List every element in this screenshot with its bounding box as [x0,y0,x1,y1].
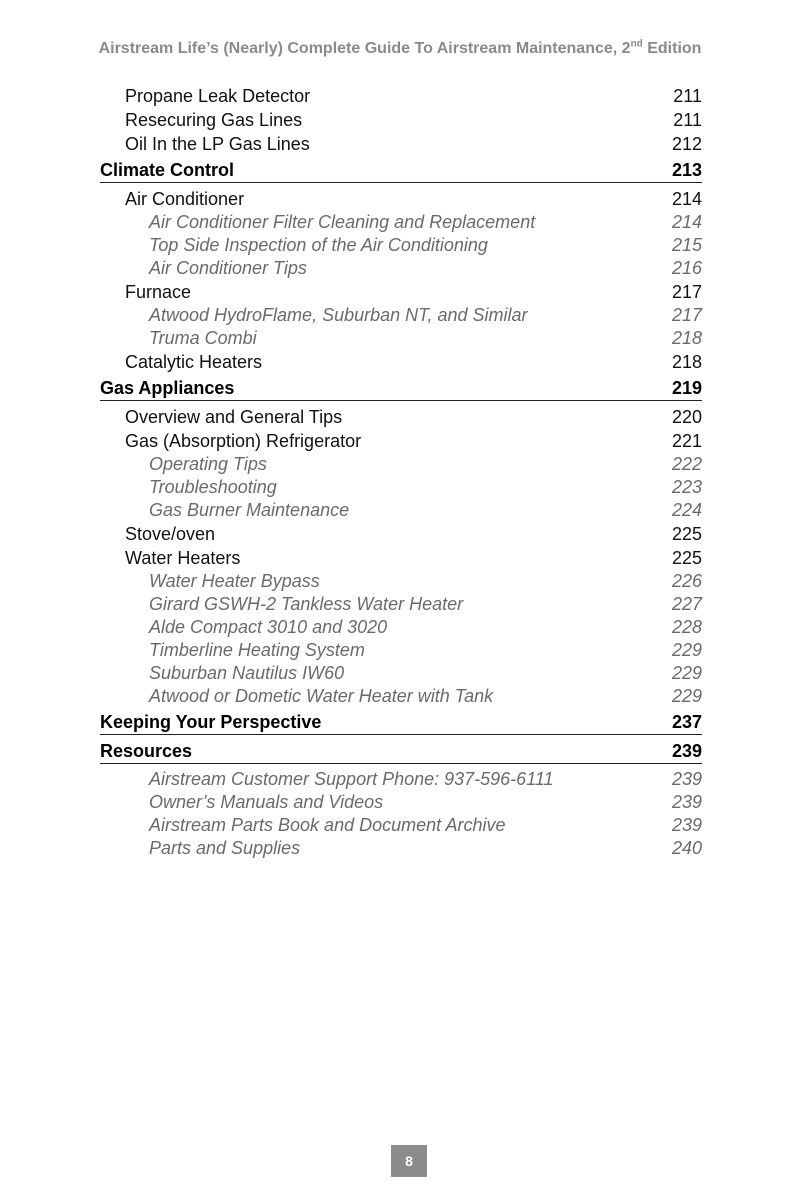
toc-entry-page: 218 [671,328,702,348]
toc-entry-title: Catalytic Heaters [125,352,263,372]
toc-entry-title: Airstream Customer Support Phone: 937-596-6111 [149,769,554,789]
toc-entry-sub [100,350,702,374]
toc-entry-sub [100,84,702,108]
toc-entry-sub [100,429,702,453]
toc-entry-page: 222 [671,454,702,474]
toc-entry-subsub [100,791,702,814]
toc-entry-sub [100,546,702,570]
toc-entry-title: Alde Compact 3010 and 3020 [149,617,388,637]
toc-entry-chapter [100,710,702,735]
toc-entry-subsub [100,476,702,499]
toc-entry-title: Suburban Nautilus IW60 [149,663,345,683]
toc-entry-chapter [100,376,702,401]
toc-entry-page: 220 [671,407,702,427]
toc-entry-page: 221 [671,431,702,451]
toc-entry-subsub [100,327,702,350]
toc-entry-title: Stove/oven [125,524,216,544]
toc-entry-title: Propane Leak Detector [125,86,311,106]
toc-entry-sub [100,405,702,429]
toc-entry-subsub [100,593,702,616]
toc-entry-page: 216 [671,258,702,278]
toc-entry-title: Oil In the LP Gas Lines [125,134,310,154]
toc-entry-page: 240 [671,838,702,858]
toc-entry-page: 228 [671,617,702,637]
toc-entry-subsub [100,639,702,662]
toc-entry-page: 217 [671,282,702,302]
toc-entry-page: 215 [671,235,702,255]
toc-entry-title: Girard GSWH-2 Tankless Water Heater [149,594,464,614]
toc-entry-title: Climate Control [100,160,235,180]
running-header-superscript: nd [630,38,643,50]
toc-entry-page: 212 [671,134,702,154]
toc-entry-page: 211 [673,86,702,106]
toc-entry-subsub [100,570,702,593]
toc-entry-title: Keeping Your Perspective [100,712,322,732]
toc-entry-title: Resecuring Gas Lines [125,110,303,130]
toc-entry-page: 211 [673,110,702,130]
toc-entry-page: 214 [671,189,702,209]
toc-entry-title: Furnace [125,282,192,302]
toc-entry-page: 224 [671,500,702,520]
toc-entry-title: Gas Appliances [100,378,235,398]
toc-entry-page: 213 [671,160,702,180]
toc-entry-page: 229 [671,640,702,660]
toc-entry-subsub [100,685,702,708]
toc-entry-title: Top Side Inspection of the Air Conditioning [149,235,488,255]
table-of-contents [100,84,702,860]
running-header-edition: Edition [642,40,702,57]
toc-entry-subsub [100,304,702,327]
toc-entry-title: Resources [100,741,193,761]
toc-entry-page: 239 [671,769,702,789]
page-number-badge [391,1145,427,1177]
toc-entry-title: Overview and General Tips [125,407,343,427]
toc-entry-page: 239 [671,815,702,835]
toc-entry-sub [100,522,702,546]
toc-entry-sub [100,108,702,132]
toc-entry-page: 217 [671,305,702,325]
toc-entry-title: Owner’s Manuals and Videos [149,792,384,812]
toc-entry-subsub [100,234,702,257]
toc-entry-page: 219 [671,378,702,398]
toc-entry-title: Operating Tips [149,454,267,474]
toc-entry-title: Airstream Parts Book and Document Archive [149,815,506,835]
toc-entry-subsub [100,837,702,860]
toc-entry-title: Air Conditioner [125,189,245,209]
toc-entry-title: Troubleshooting [149,477,277,497]
toc-entry-subsub [100,499,702,522]
toc-entry-page: 229 [671,663,702,683]
toc-entry-page: 225 [671,524,702,544]
toc-entry-page: 226 [671,571,702,591]
toc-entry-title: Water Heater Bypass [149,571,320,591]
toc-entry-title: Atwood or Dometic Water Heater with Tank [149,686,494,706]
toc-entry-page: 218 [671,352,702,372]
toc-entry-title: Water Heaters [125,548,241,568]
toc-entry-subsub [100,453,702,476]
toc-entry-subsub [100,768,702,791]
toc-entry-page: 214 [671,212,702,232]
toc-entry-page: 227 [671,594,702,614]
toc-entry-sub [100,132,702,156]
toc-entry-page: 229 [671,686,702,706]
toc-entry-subsub [100,662,702,685]
toc-entry-subsub [100,211,702,234]
toc-entry-title: Atwood HydroFlame, Suburban NT, and Similar [149,305,528,325]
toc-entry-title: Truma Combi [149,328,257,348]
toc-entry-title: Timberline Heating System [149,640,365,660]
toc-entry-title: Air Conditioner Filter Cleaning and Replacement [149,212,536,232]
toc-entry-title: Parts and Supplies [149,838,301,858]
toc-entry-page: 223 [671,477,702,497]
toc-entry-title: Gas (Absorption) Refrigerator [125,431,362,451]
page-number: 8 [405,1153,413,1169]
toc-entry-title: Air Conditioner Tips [149,258,307,278]
toc-entry-page: 225 [671,548,702,568]
running-header-title: Airstream Life’s (Nearly) Complete Guide To Airstream Maintenance, 2 [98,40,631,57]
toc-entry-sub [100,280,702,304]
toc-entry-sub [100,187,702,211]
toc-entry-page: 239 [671,741,702,761]
toc-entry-subsub [100,257,702,280]
toc-entry-chapter [100,739,702,764]
toc-entry-subsub [100,814,702,837]
toc-entry-chapter [100,158,702,183]
running-header [0,40,800,58]
toc-entry-subsub [100,616,702,639]
toc-entry-page: 239 [671,792,702,812]
toc-entry-page: 237 [671,712,702,732]
toc-entry-title: Gas Burner Maintenance [149,500,350,520]
